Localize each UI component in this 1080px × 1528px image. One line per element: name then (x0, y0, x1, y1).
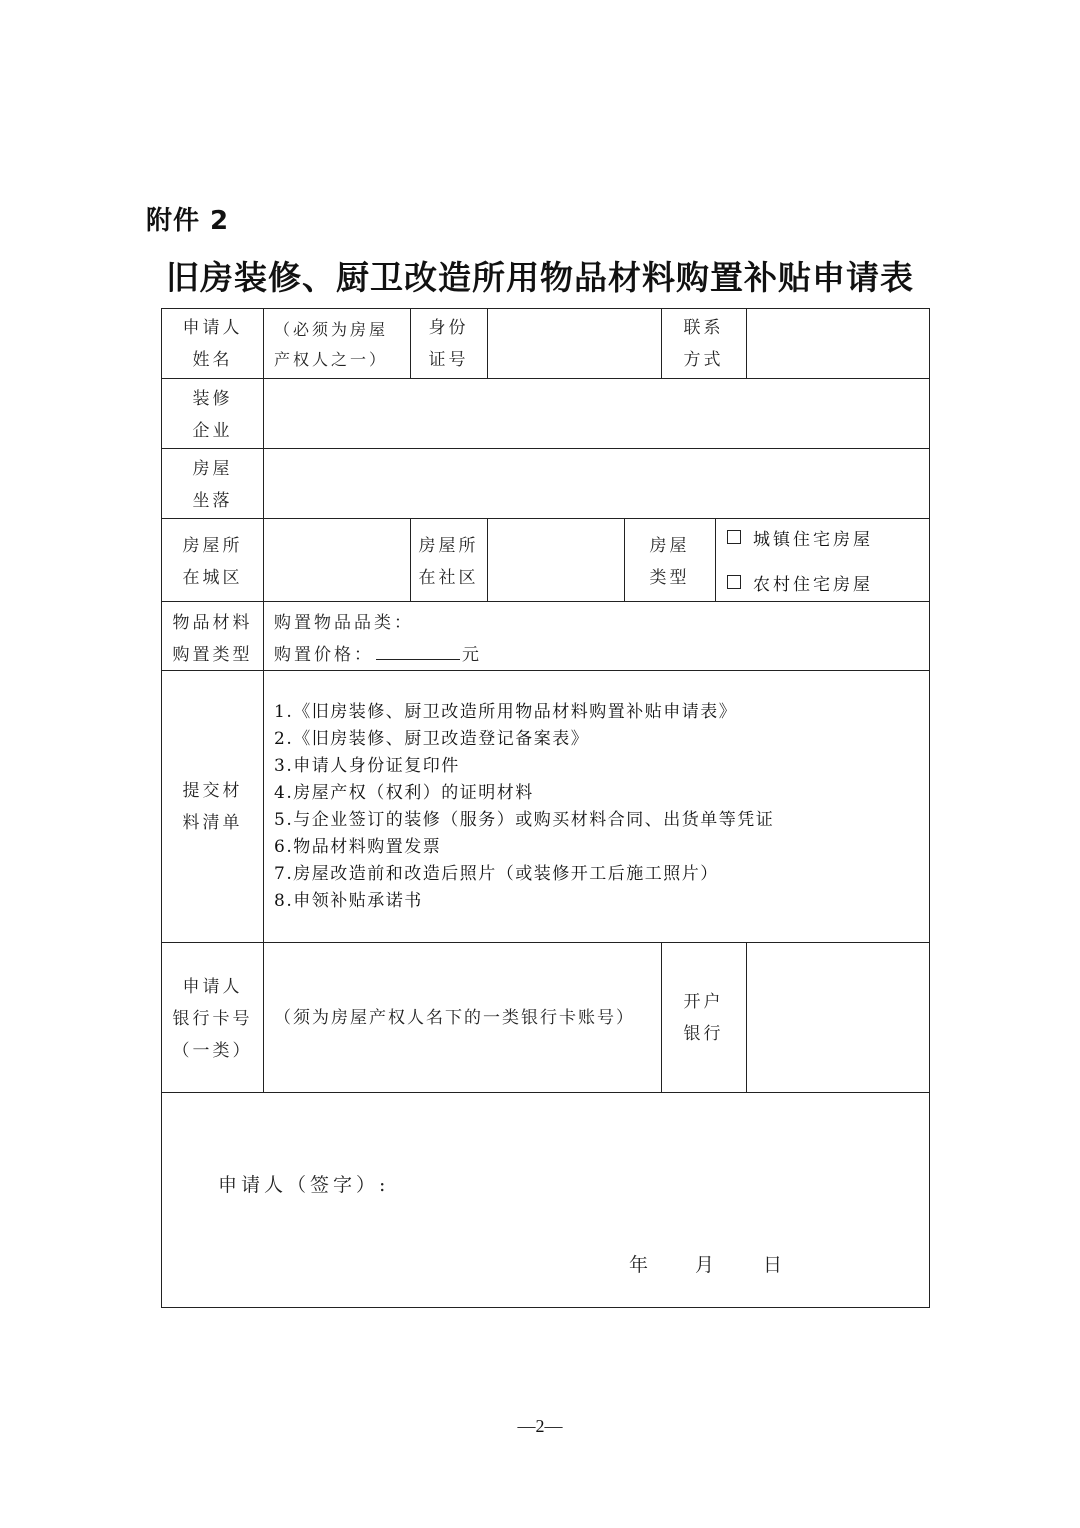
list-item: 5.与企业签订的装修（服务）或购买材料合同、出货单等凭证 (274, 810, 775, 830)
decoration-company-label: 装修 企业 (192, 389, 233, 441)
date-month: 月 (695, 1254, 718, 1276)
list-item: 1.《旧房装修、厨卫改造所用物品材料购置补贴申请表》 (274, 702, 738, 722)
list-item: 8.申领补贴承诺书 (274, 891, 423, 911)
materials-list (274, 699, 774, 915)
house-type-label: 房屋 类型 (649, 536, 690, 588)
list-item: 4.房屋产权（权利）的证明材料 (274, 783, 534, 803)
id-number-field[interactable] (488, 309, 660, 378)
list-item: 7.房屋改造前和改造后照片（或装修开工后施工照片） (274, 864, 719, 884)
option-rural-label: 农村住宅房屋 (753, 574, 873, 595)
list-item: 2.《旧房装修、厨卫改造登记备案表》 (274, 729, 590, 749)
page-number: —2— (517, 1416, 563, 1436)
purchase-price: 购置价格： 元 (274, 639, 482, 671)
list-item: 3.申请人身份证复印件 (274, 756, 460, 776)
checkbox-icon[interactable] (727, 530, 741, 544)
purchase-details (274, 607, 482, 671)
house-location-field[interactable] (264, 449, 929, 518)
applicant-name-note: （必须为房屋 产权人之一） (274, 320, 389, 369)
contact-label: 联系 方式 (683, 318, 724, 370)
purchase-type-label: 物品材料 购置类型 (172, 613, 253, 665)
signature-label: 申请人（签字）: (218, 1174, 390, 1196)
bank-name-field[interactable] (747, 943, 929, 1092)
decoration-company-field[interactable] (264, 379, 929, 448)
option-urban[interactable] (727, 525, 873, 549)
list-item: 6.物品材料购置发票 (274, 837, 442, 857)
id-number-label: 身份 证号 (428, 318, 469, 370)
application-form-table (161, 308, 930, 1308)
district-field[interactable] (264, 519, 410, 601)
applicant-name-label: 申请人 姓名 (182, 318, 243, 370)
option-rural[interactable] (727, 570, 873, 594)
materials-list-label: 提交材 料清单 (182, 781, 243, 833)
bank-card-label: 申请人 银行卡号 （一类） (172, 977, 253, 1061)
purchase-category: 购置物品品类： (274, 613, 414, 633)
date-day: 日 (763, 1254, 786, 1276)
house-type-options (727, 525, 873, 594)
form-title: 旧房装修、厨卫改造所用物品材料购置补贴申请表 (166, 258, 914, 297)
date-year: 年 (629, 1254, 652, 1276)
option-urban-label: 城镇住宅房屋 (753, 529, 873, 550)
district-label: 房屋所 在城区 (182, 536, 243, 588)
contact-field[interactable] (747, 309, 929, 378)
house-location-label: 房屋 坐落 (192, 459, 233, 511)
bank-name-label: 开户 银行 (683, 992, 724, 1044)
signature-field[interactable] (402, 1169, 702, 1203)
community-label: 房屋所 在社区 (418, 536, 479, 588)
bank-card-note: （须为房屋产权人名下的一类银行卡账号） (274, 1008, 635, 1028)
price-blank[interactable] (376, 641, 460, 660)
checkbox-icon[interactable] (727, 575, 741, 589)
community-field[interactable] (488, 519, 624, 601)
attachment-label: 附件 2 (146, 206, 230, 236)
